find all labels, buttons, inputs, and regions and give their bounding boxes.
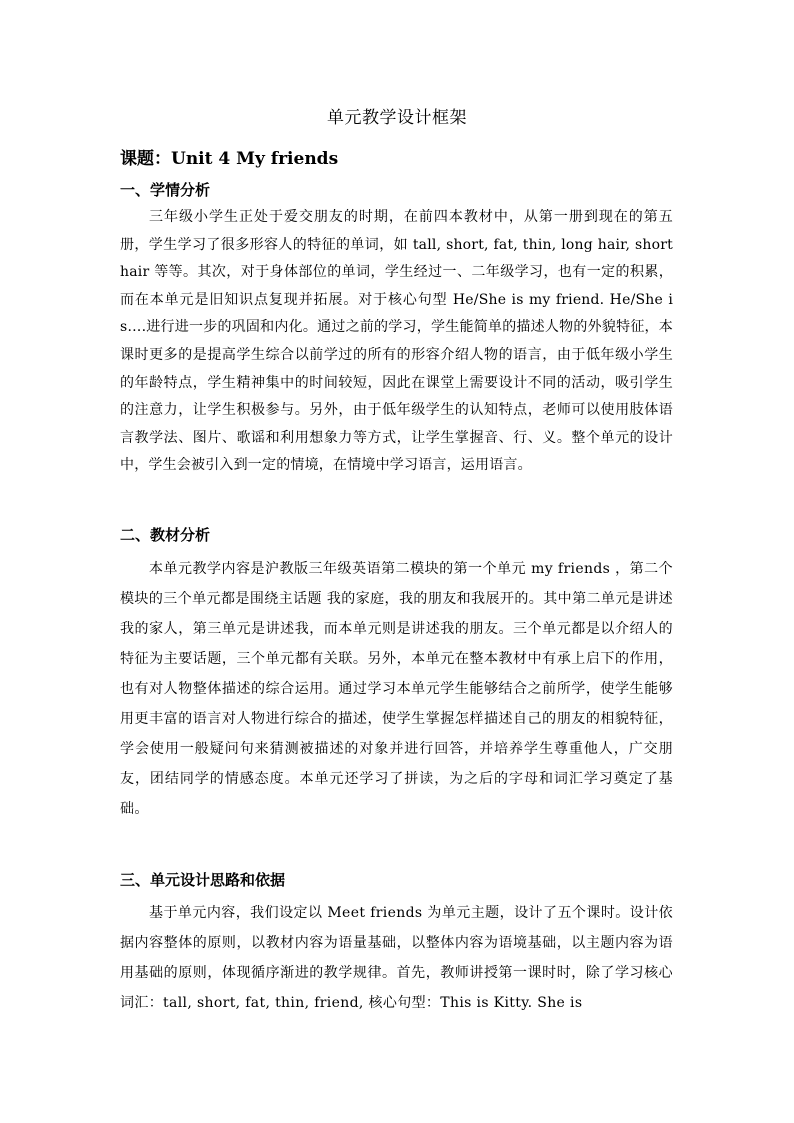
section-heading-textbook-analysis: 二、教材分析: [120, 526, 211, 544]
section-body-learner-analysis: 三年级小学生正处于爱交朋友的时期，在前四本教材中，从第一册到现在的第五册，学生学习了很多形容人的特征的单词，如 tall, short, fat, thin, long hair, short hair 等等。其次，对于身体部位的单词，学生经过一、二年级学习，也有一定的积累，而在本单元是旧知识点复现并拓展。对于核心句型 He/She is my friend. He/She is….进行进一步的巩固和内化。通过之前的学习，学生能简单的描述人物的外貌特征，本课时更多的是提高学生综合以前学过的所有的形容介绍人物的语言，由于低年级小学生的年龄特点，学生精神集中的时间较短，因此在课堂上需要设计不同的活动，吸引学生的注意力，让学生积极参与。另外，由于低年级学生的认知特点，老师可以使用肢体语言教学法、图片、歌谣和利用想象力等方式，让学生掌握音、行、义。整个单元的设计中，学生会被引入到一定的情境，在情境中学习语言，运用语言。: [120, 209, 673, 474]
document-title: 单元教学设计框架: [327, 108, 467, 128]
lesson-subject: 课题：Unit 4 My friends: [120, 149, 339, 169]
section-body-textbook-analysis: 本单元教学内容是沪教版三年级英语第二模块的第一个单元 my friends ，第二个模块的三个单元都是围绕主话题 我的家庭，我的朋友和我展开的。其中第二单元是讲述我的家人，第三单元是讲述我，而本单元则是讲述我的朋友。三个单元都是以介绍人的特征为主要话题，三个单元都有关联。另外，本单元在整本教材中有承上启下的作用，也有对人物整体描述的综合运用。通过学习本单元学生能够结合之前所学，使学生能够用更丰富的语言对人物进行综合的描述，使学生掌握怎样描述自己的朋友的相貌特征，学会使用一般疑问句来猜测被描述的对象并进行回答，并培养学生尊重他人，广交朋友，团结同学的情感态度。本单元还学习了拼读，为之后的字母和词汇学习奠定了基础。: [120, 561, 673, 817]
section-body-design-rationale: 基于单元内容，我们设定以 Meet friends 为单元主题，设计了五个课时。设计依据内容整体的原则，以教材内容为语量基础，以整体内容为语境基础，以主题内容为语用基础的原则，体现循序渐进的教学规律。首先，教师讲授第一课时时，除了学习核心词汇：tall, short, fat, thin, friend, 核心句型：This is Kitty. She is: [120, 905, 673, 1011]
section-heading-learner-analysis: 一、学情分析: [120, 181, 211, 199]
section-heading-design-rationale: 三、单元设计思路和依据: [120, 871, 286, 889]
